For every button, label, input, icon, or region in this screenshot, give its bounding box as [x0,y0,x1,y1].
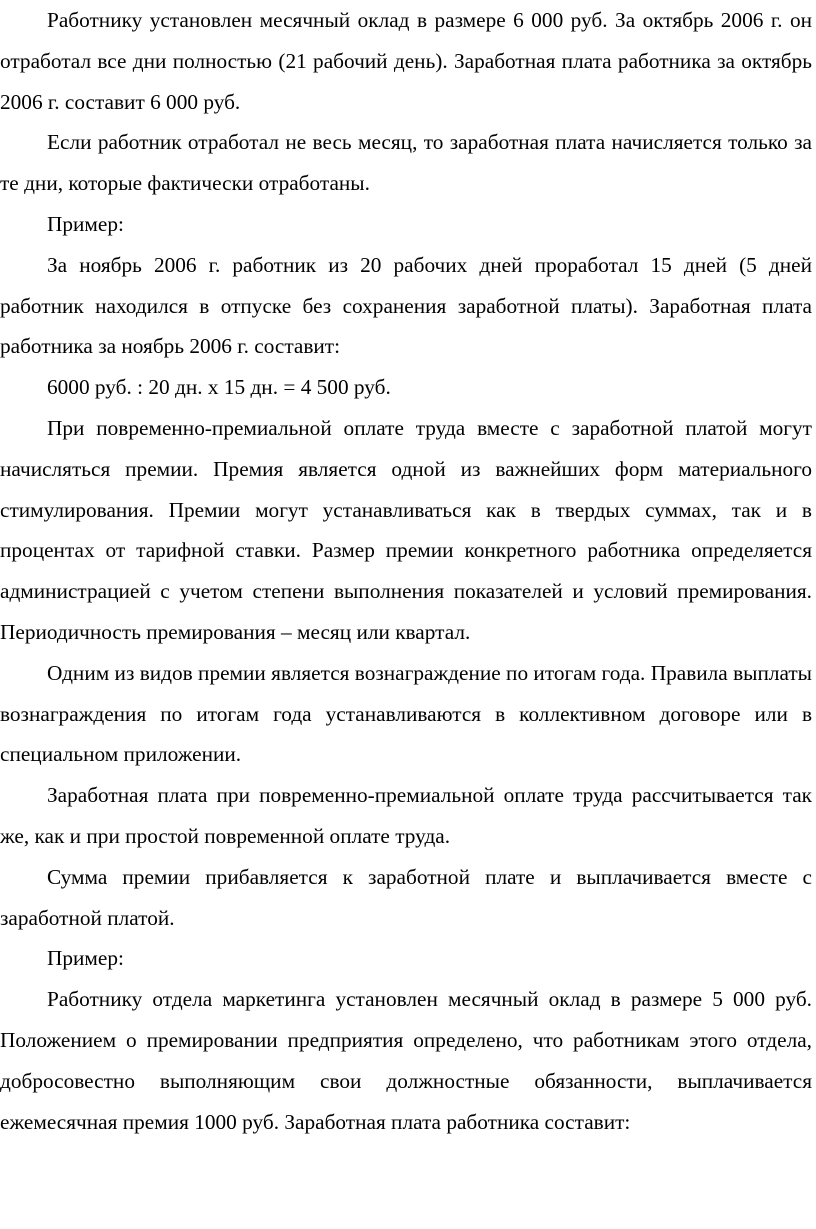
paragraph-october-salary: Работнику установлен месячный оклад в размере 6 000 руб. За октябрь 2006 г. он отработал все дни полностью (21 рабочий день). Заработная плата работника за октябрь 2006 г. составит 6 000 руб. [0,8,812,114]
paragraph-partial-month: Если работник отработал не весь месяц, то заработная плата начисляется только за те дни, которые фактически отработаны. [0,130,812,196]
paragraph-annual-reward: Одним из видов премии является вознаграждение по итогам года. Правила выплаты вознаграждения по итогам года устанавливаются в коллективном договоре или в специальном приложении. [0,660,812,767]
example-heading-1: Пример: [47,211,124,236]
paragraph-wage-calculation: Заработная плата при повременно-премиальной оплате труда рассчитывается так же, как и при простой повременной оплате труда. [0,783,812,848]
paragraph-marketing-example: Работнику отдела маркетинга установлен месячный оклад в размере 5 000 руб. Положением о премировании предприятия определено, что работникам этого отдела, добросовестно выполняющим свои должностные обязанности, выплачивается ежемесячная премия 1000 руб. Заработная плата работника составит: [0,987,812,1134]
paragraph-bonus-system: При повременно-премиальной оплате труда вместе с заработной платой могут начисляться премии. Премия является одной из важнейших форм материального стимулирования. Премии могут устанавливаться как в твердых суммах, так и в процентах от тарифной ставки. Размер премии конкретного работника определяется администрацией с учетом степени выполнения показателей и условий премирования. Периодичность премирования – месяц или квартал. [0,415,812,644]
calculation-line: 6000 руб. : 20 дн. х 15 дн. = 4 500 руб. [47,375,391,400]
example-heading-2: Пример: [47,946,124,971]
paragraph-bonus-addition: Сумма премии прибавляется к заработной плате и выплачивается вместе с заработной платой. [0,864,812,930]
paragraph-november-example: За ноябрь 2006 г. работник из 20 рабочих дней проработал 15 дней (5 дней работник находился в отпуске без сохранения заработной платы). Заработная плата работника за ноябрь 2006 г. составит: [0,252,812,359]
